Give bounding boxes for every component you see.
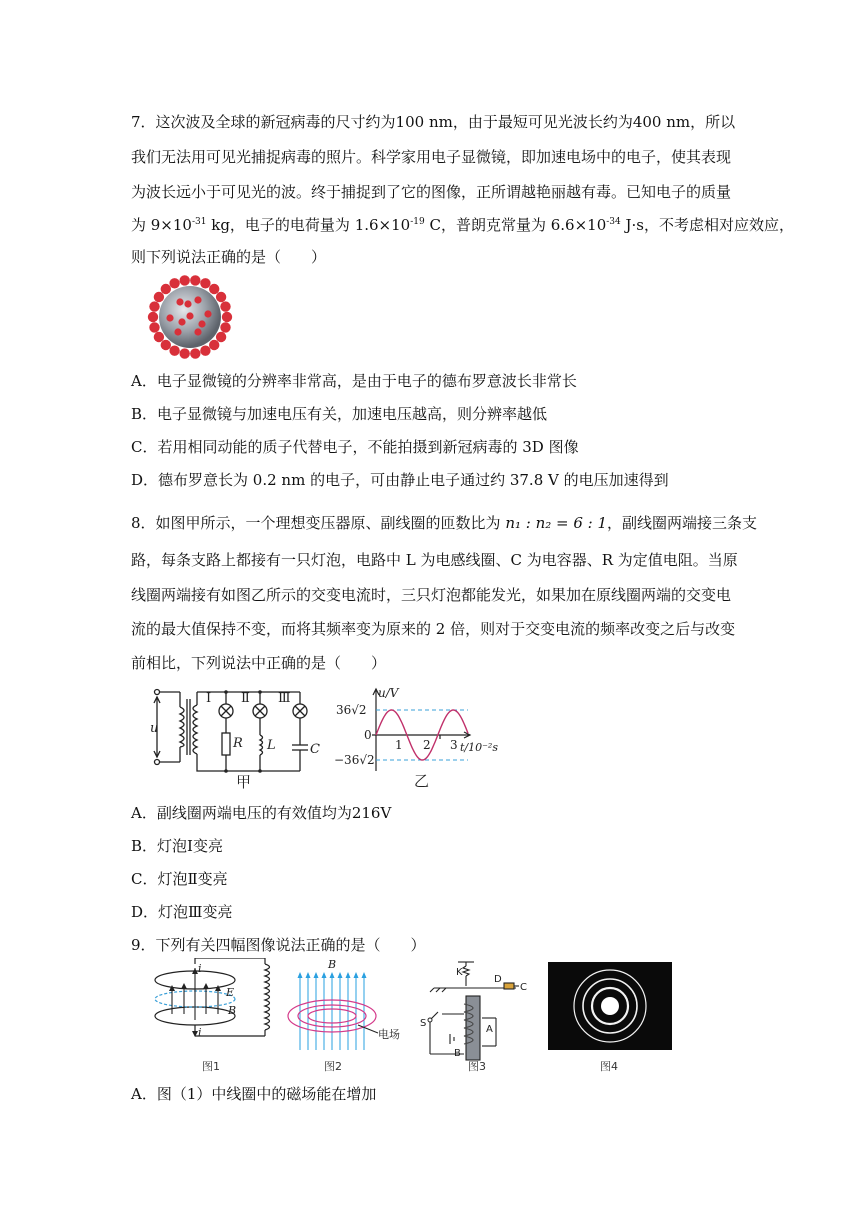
- q7-mass-exponent: -31: [191, 217, 207, 227]
- virus-spike: [220, 322, 230, 332]
- q8-line-5: 前相比，下列说法中正确的是（ ）: [131, 654, 387, 672]
- q8-option-b: B．灯泡Ⅰ变亮: [131, 837, 223, 855]
- virus-spike: [200, 278, 210, 288]
- virus-spike: [148, 312, 158, 322]
- figure-caption-yi: 乙: [414, 772, 430, 790]
- virus-spike: [161, 284, 171, 294]
- virus-spike: [222, 312, 232, 322]
- q8-line-2: 路，每条支路上都接有一只灯泡，电路中 L 为电感线圈、C 为电容器、R 为定值电阻。当原: [131, 551, 738, 569]
- fig3-label-b: B: [454, 1048, 461, 1059]
- q7-line-2: 我们无法用可见光捕捉病毒的照片。科学家用电子显微镜，即加速电场中的电子，使其表现: [131, 148, 732, 166]
- virus-spike: [216, 292, 226, 302]
- virus-spike: [149, 322, 159, 332]
- virus-spike: [169, 278, 179, 288]
- q7-charge-text: kg，电子的电荷量为 1.6×10: [206, 216, 411, 234]
- fig1-label-i-top: i: [198, 962, 202, 975]
- graph-xtick-3: 3: [450, 738, 458, 752]
- q8-line1-tail: ，副线圈两端接三条支: [607, 514, 758, 532]
- virus-spike: [166, 314, 173, 321]
- q7-planck-exponent: -34: [606, 217, 621, 227]
- virus-spike: [180, 348, 190, 358]
- q7-line4-tail: J·s，不考虑相对应效应，: [620, 216, 794, 234]
- turns-ratio: n₁ : n₂ = 6 : 1: [505, 514, 608, 532]
- fig4-caption: 图4: [600, 1060, 618, 1073]
- branch-label-2: Ⅱ: [241, 691, 250, 706]
- q7-option-a: A．电子显微镜的分辨率非常高，是由于电子的德布罗意波长非常长: [131, 372, 577, 390]
- field-arrow: [322, 972, 327, 978]
- virus-spike: [174, 328, 181, 335]
- virus-spike: [178, 318, 185, 325]
- figure-4-diffraction-rings: [548, 962, 672, 1076]
- fig1-caption: 图1: [202, 1060, 220, 1073]
- branch-label-3: Ⅲ: [278, 691, 291, 706]
- circuit-diagram-jia: [140, 683, 330, 793]
- q7-mass-text: 为 9×10: [131, 216, 192, 234]
- virus-spike: [149, 301, 159, 311]
- fig1-label-e: E: [226, 986, 235, 999]
- virus-spike: [184, 300, 191, 307]
- q8-line-4: 流的最大值保持不变，而将其频率变为原来的 2 倍，则对于交变电流的频率改变之后与改变: [131, 620, 736, 638]
- q7-option-b: B．电子显微镜与加速电压有关，加速电压越高，则分辨率越低: [131, 405, 548, 423]
- virus-spike: [186, 312, 193, 319]
- q8-line-1: [131, 513, 757, 533]
- figure-caption-jia: 甲: [236, 773, 252, 791]
- virus-spike: [194, 328, 201, 335]
- graph-xtick-2: 2: [423, 738, 431, 752]
- fig2-caption: 图2: [324, 1060, 342, 1073]
- virus-spike: [154, 332, 164, 342]
- virus-spike: [190, 348, 200, 358]
- fig1-label-i-bottom: i: [198, 1026, 202, 1039]
- field-arrow: [298, 972, 303, 978]
- virus-image: [140, 272, 240, 362]
- q8-option-c: C．灯泡Ⅱ变亮: [131, 870, 228, 888]
- q7-option-d: D．德布罗意长为 0.2 nm 的电子，可由静止电子通过约 37.8 V 的电压加速得到: [131, 471, 669, 489]
- figure-3-relay: [420, 958, 532, 1076]
- field-arrow: [338, 972, 343, 978]
- field-arrow: [314, 972, 319, 978]
- q9-option-a: A．图（1）中线圈中的磁场能在增加: [131, 1085, 377, 1103]
- q7-line-3: 为波长远小于可见光的波。终于捕捉到了它的图像，正所谓越艳丽越有毒。已知电子的质量: [131, 183, 732, 201]
- q7-line-1: 7．这次波及全球的新冠病毒的尺寸约为100 nm，由于最短可见光波长约为400 nm，所以: [131, 113, 736, 131]
- virus-spike: [204, 310, 211, 317]
- q8-line-3: 线圈两端接有如图乙所示的交变电流时，三只灯泡都能发光，如果加在原线圈两端的交变电: [131, 586, 732, 604]
- graph-xtick-1: 1: [395, 738, 403, 752]
- fig3-label-a: A: [486, 1024, 493, 1035]
- q7-option-c: C．若用相同动能的质子代替电子，不能拍摄到新冠病毒的 3D 图像: [131, 438, 579, 456]
- virus-spike: [161, 340, 171, 350]
- field-arrow: [346, 972, 351, 978]
- figure-1-lc-circuit: [140, 958, 290, 1076]
- capacitor-label: C: [310, 742, 320, 757]
- q7-charge-exponent: -19: [410, 217, 425, 227]
- virus-spike: [209, 284, 219, 294]
- fig1-label-b: B: [228, 1004, 237, 1017]
- q9-stem: 9．下列有关四幅图像说法正确的是（ ）: [131, 936, 426, 954]
- q7-planck-text: C，普朗克常量为 6.6×10: [424, 216, 607, 234]
- field-arrow: [354, 972, 359, 978]
- virus-spike: [200, 346, 210, 356]
- virus-spike: [216, 332, 226, 342]
- q8-line1-head: 8．如图甲所示，一个理想变压器原、副线圈的匝数比为: [131, 514, 506, 532]
- graph-xlabel: t/10⁻²s: [460, 741, 498, 754]
- graph-ytick-pos: 36√2: [336, 703, 367, 717]
- q8-option-d: D．灯泡Ⅲ变亮: [131, 903, 233, 921]
- virus-spike: [194, 296, 201, 303]
- q7-line-5: 则下列说法正确的是（ ）: [131, 248, 327, 266]
- field-arrow: [306, 972, 311, 978]
- virus-spike: [180, 275, 190, 285]
- virus-spike: [154, 292, 164, 302]
- resistor-label: R: [233, 736, 243, 751]
- fig3-label-d: D: [494, 974, 502, 985]
- fig3-caption: 图3: [468, 1060, 486, 1073]
- virus-spike: [176, 298, 183, 305]
- fig3-label-k: K: [456, 967, 463, 978]
- inductor-label: L: [267, 738, 276, 753]
- fig3-label-c: C: [520, 982, 527, 993]
- branch-label-1: Ⅰ: [206, 691, 212, 706]
- q8-option-a: A．副线圈两端电压的有效值均为216V: [131, 804, 392, 822]
- primary-voltage-label: u: [150, 721, 159, 736]
- virus-spike: [198, 320, 205, 327]
- field-arrow: [330, 972, 335, 978]
- virus-spike: [209, 340, 219, 350]
- virus-spike: [169, 346, 179, 356]
- field-arrow: [362, 972, 367, 978]
- q7-line-4: [131, 215, 794, 235]
- graph-ytick-neg: −36√2: [334, 753, 375, 767]
- figure-2-induced-field: [286, 958, 416, 1076]
- graph-ylabel: u/V: [378, 686, 399, 700]
- fig3-label-s: S: [420, 1018, 427, 1029]
- fig2-label-b: B: [328, 958, 337, 971]
- fig2-label-field: 电场: [378, 1028, 400, 1041]
- virus-spike: [190, 275, 200, 285]
- voltage-graph-yi: [334, 683, 514, 793]
- graph-origin: 0: [364, 728, 372, 742]
- virus-spike: [220, 301, 230, 311]
